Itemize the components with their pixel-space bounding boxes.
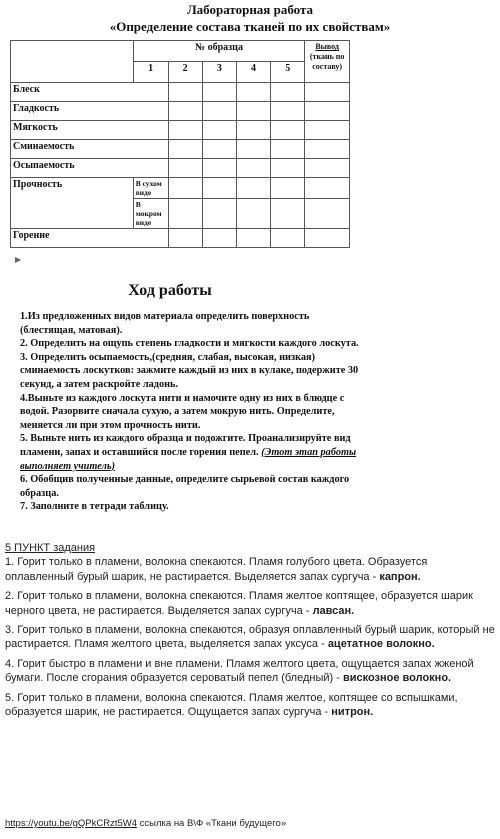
properties-table xyxy=(10,40,350,248)
video-link-caption: ссылка на В\Ф «Ткани будущего» xyxy=(137,818,287,829)
answer-fiber: нитрон. xyxy=(331,706,374,719)
footer xyxy=(5,818,495,829)
row-label-gloss: Блеск xyxy=(11,83,169,102)
step-5-text: 5. Выньте нить из каждого образца и подожгите. Проанализируйте вид пламени, запах и оставшийся после горения пепел. xyxy=(20,433,351,458)
answer-header: 5 ПУНКТ задания xyxy=(5,542,96,554)
sample-number: 3 xyxy=(202,62,236,83)
section-heading: Ход работы xyxy=(128,282,212,299)
answer-fiber: вискозное волокно. xyxy=(342,672,452,685)
answer-item xyxy=(5,589,495,618)
output-header-sub: (ткань по составу) xyxy=(309,52,345,71)
step-6: 6. Обобщив полученные данные, определите сырьевой состав каждого образца. xyxy=(20,474,350,499)
answer-text: 5. Горит только в пламени, волокна спекаются. Пламя желтое, коптящее со вспышками, образуется шарик, не растирается. Ощущается запах сургуча - xyxy=(5,691,458,719)
row-label-fraying: Осыпаемость xyxy=(11,159,169,178)
answer-item xyxy=(5,623,495,652)
answer-item xyxy=(5,657,495,686)
answer-item xyxy=(5,555,495,584)
step-2: 2. Определить на ощупь степень гладкости и мягкости каждого лоскута. xyxy=(20,338,359,350)
table-row xyxy=(11,140,350,159)
page-header xyxy=(0,0,500,35)
answer-text: 1. Горит только в пламени, волокна спекаются. Пламя голубого цвета. Образуется оплавленный бурый шарик, не растирается. Выделяется запах сургуча - xyxy=(5,556,428,583)
procedure-steps xyxy=(20,310,365,514)
sample-number: 1 xyxy=(133,62,168,83)
lab-title: Лабораторная работа xyxy=(186,2,314,17)
table-row xyxy=(11,121,350,140)
table-row xyxy=(11,178,350,199)
arrow-right-icon: ▶ xyxy=(15,255,22,264)
answer-fiber: капрон. xyxy=(379,570,421,583)
output-header-main: Вывод xyxy=(315,42,339,51)
table-row xyxy=(11,229,350,248)
row-label-strength: Прочность xyxy=(11,178,134,229)
answer-item xyxy=(5,691,495,720)
table-corner-cell xyxy=(11,41,134,83)
step-3: 3. Определить осыпаемость,(средняя, слабая, высокая, низкая) сминаемость лоскутков: зажмите каждый из них в кулаке, подержите 30 секунд, а затем раскройте ладонь. xyxy=(20,351,359,390)
step-5 xyxy=(20,432,365,473)
answer-block xyxy=(5,541,495,724)
step-4: 4.Выньте из каждого лоскута нити и намочите одну из них в блюдце с водой. Разорвите сначала сухую, а затем мокрую нить. Определите, меняется ли при этом прочность нити. xyxy=(20,392,345,431)
output-header xyxy=(305,41,350,83)
answer-text: 4. Горит быстро в пламени и вне пламени. Пламя желтого цвета, ощущается запах жженой бумаги. После сгорания образуется сероватый пепел (бледный) - xyxy=(5,657,474,685)
video-link[interactable]: https://youtu.be/gQPkCRzt5W4 xyxy=(5,818,138,829)
row-label-crease: Сминаемость xyxy=(11,140,169,159)
row-label-strength-wet: В мокром виде xyxy=(133,199,168,229)
table-row xyxy=(11,159,350,178)
row-label-softness: Мягкость xyxy=(11,121,169,140)
row-label-smoothness: Гладкость xyxy=(11,102,169,121)
table-row xyxy=(11,102,350,121)
step-7: 7. Заполните в тетради таблицу. xyxy=(20,501,169,513)
sample-number: 2 xyxy=(168,62,202,83)
samples-header: № образца xyxy=(133,41,305,62)
answer-text: 2. Горит только в пламени, волокна спекаются. Пламя желтое коптящее, образуется шарик черного цвета, не растирается. Выделяется запах сургуча - xyxy=(5,590,473,617)
lab-subtitle: «Определение состава тканей по их свойствам» xyxy=(109,19,391,34)
sample-number: 4 xyxy=(236,62,270,83)
row-label-strength-dry: В сухом виде xyxy=(133,178,168,199)
answer-text: 3. Горит только в пламени, волокна спекаются, образуя оплавленный бурый шарик, который не растирается. Пламя желтого цвета, выделяется запах уксуса - xyxy=(5,624,495,651)
sample-number: 5 xyxy=(271,62,305,83)
answer-fiber: ацетатное волокно. xyxy=(327,638,435,651)
row-label-burning: Горение xyxy=(11,229,169,248)
step-1: 1.Из предложенных видов материала определить поверхность (блестящая, матовая). xyxy=(20,311,310,336)
table-row xyxy=(11,83,350,102)
answer-fiber: лавсан. xyxy=(312,604,355,617)
step-5-teacher-note: (Этот этап работы выполняет учитель) xyxy=(20,446,357,472)
